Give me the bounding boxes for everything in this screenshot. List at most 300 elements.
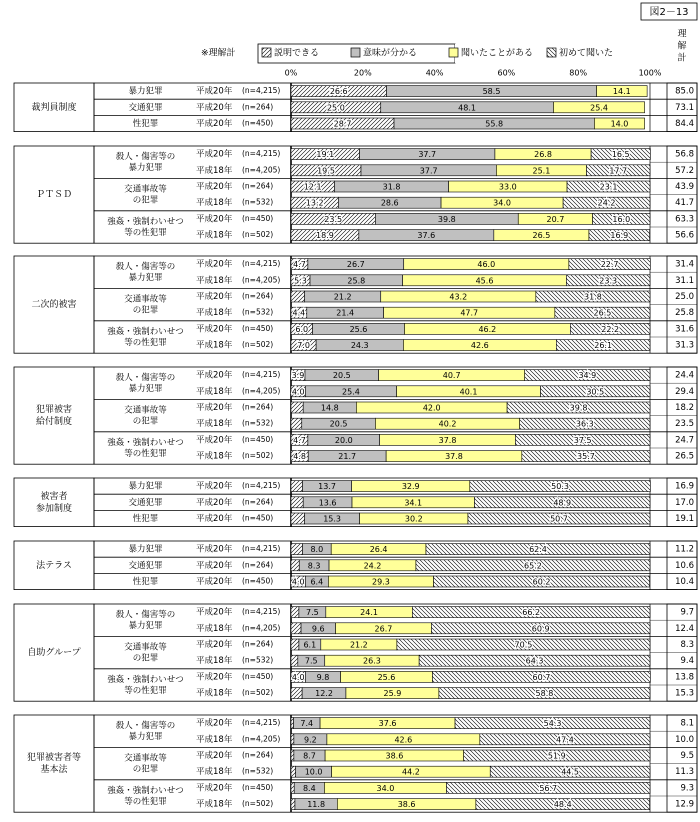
group-label: 交通犯罪 [128, 497, 163, 508]
bar-value-label: 23.5 [324, 214, 343, 224]
row-n: (n=4,205) [242, 165, 281, 175]
section-name: 自助グループ [27, 648, 81, 659]
bar-value-label: 55.8 [485, 119, 504, 129]
row-n: (n=4,215) [242, 149, 281, 159]
bar-value-label: 60.7 [532, 672, 551, 682]
bar-value-label: 30.2 [404, 514, 423, 524]
bar-value-label: 51.9 [547, 751, 566, 761]
bar-value-label: 37.6 [378, 719, 397, 729]
bar-value-label: 50.7 [550, 514, 568, 524]
bar-value-label: 40.1 [459, 387, 478, 397]
bar-value-label: 65.2 [524, 561, 542, 571]
section-name: 裁判員制度 [31, 102, 77, 113]
bar-value-label: 40.2 [438, 419, 457, 429]
row-year: 平成20年 [196, 86, 233, 97]
bar-value-label: 37.8 [438, 435, 457, 445]
bar-value-label: 43.2 [449, 292, 468, 302]
row-year: 平成20年 [196, 182, 233, 192]
row-total: 85.0 [675, 86, 694, 97]
bar-value-label: 25.8 [347, 276, 366, 286]
row-n: (n=264) [242, 639, 274, 649]
row-total: 31.1 [675, 275, 694, 286]
bar-segment [291, 750, 294, 761]
bar-value-label: 21.2 [349, 640, 368, 650]
bar-value-label: 10.0 [304, 767, 323, 777]
bar-value-label: 62.4 [529, 545, 547, 555]
bar-value-label: 64.3 [525, 656, 544, 666]
bar-value-label: 56.7 [539, 783, 558, 793]
bar-value-label: 4.7 [293, 435, 306, 445]
bar-segment [291, 688, 302, 699]
bar-value-label: 30.5 [586, 387, 605, 397]
group-label: 殺人・傷害等の [115, 610, 176, 621]
bar-segment [291, 718, 294, 729]
row-year: 平成20年 [196, 292, 233, 302]
row-n: (n=4,215) [242, 259, 281, 269]
bar-segment [291, 418, 302, 429]
total-header-char: 計 [677, 53, 687, 64]
bar-value-label: 39.8 [437, 214, 456, 224]
bar-value-label: 25.4 [342, 387, 360, 397]
row-n: (n=532) [242, 655, 274, 665]
bar-segment [291, 782, 294, 793]
bar-value-label: 4.7 [293, 260, 306, 270]
row-total: 10.6 [675, 560, 694, 571]
row-total: 17.0 [675, 497, 694, 508]
group-label: 性犯罪 [132, 577, 159, 587]
bar-value-label: 20.5 [332, 371, 351, 381]
bar-value-label: 36.3 [575, 419, 594, 429]
row-n: (n=4,215) [242, 718, 281, 728]
row-total: 9.4 [680, 656, 694, 667]
legend-swatch [449, 48, 458, 57]
bar-value-label: 34.9 [578, 371, 597, 381]
row-total: 24.7 [675, 435, 694, 446]
bar-value-label: 46.2 [478, 324, 497, 334]
figure-label: 図2－13 [649, 7, 689, 18]
row-n: (n=4,215) [242, 607, 281, 617]
bar-value-label: 25.0 [326, 103, 345, 113]
bar-value-label: 18.9 [316, 231, 334, 241]
bar-value-label: 60.2 [532, 577, 551, 587]
row-year: 平成18年 [196, 308, 233, 319]
bar-value-label: 12.1 [303, 182, 322, 192]
bar-value-label: 14.1 [612, 87, 631, 97]
bar-value-label: 32.9 [401, 482, 420, 492]
row-n: (n=502) [242, 688, 274, 698]
bar-value-label: 24.2 [597, 198, 616, 208]
bar-value-label: 22.2 [601, 324, 620, 334]
bar-value-label: 42.0 [422, 403, 441, 413]
row-year: 平成20年 [196, 370, 233, 381]
row-total: 11.2 [675, 544, 694, 555]
row-total: 16.9 [675, 481, 694, 492]
group-label: 性犯罪 [132, 514, 159, 524]
bar-value-label: 6.4 [310, 577, 324, 587]
row-total: 12.9 [675, 799, 694, 810]
bar-segment [291, 639, 299, 650]
bar-value-label: 26.7 [374, 624, 393, 634]
bar-value-label: 17.7 [609, 166, 628, 176]
section-name: 被害者 [40, 491, 68, 502]
bar-value-label: 16.0 [612, 214, 631, 224]
x-tick-label: 0% [284, 68, 298, 78]
legend-swatch [351, 48, 360, 57]
bar-segment [291, 560, 299, 571]
row-year: 平成20年 [196, 640, 233, 650]
bar-value-label: 20.5 [329, 419, 348, 429]
bar-value-label: 7.5 [304, 656, 318, 666]
row-total: 15.3 [675, 688, 694, 699]
x-tick-label: 100% [638, 68, 662, 78]
row-year: 平成20年 [196, 119, 233, 129]
bar-value-label: 13.7 [318, 482, 336, 492]
row-n: (n=264) [242, 750, 274, 760]
bar-value-label: 47.7 [460, 308, 479, 318]
row-total: 10.0 [675, 734, 694, 745]
row-n: (n=502) [242, 340, 274, 350]
section-name: 給付制度 [35, 417, 73, 428]
row-year: 平成18年 [196, 340, 233, 351]
bar-segment [291, 544, 302, 555]
row-total: 57.2 [675, 165, 694, 176]
group-label: の犯罪 [132, 764, 159, 775]
section-frame [94, 604, 697, 701]
row-n: (n=450) [242, 118, 274, 128]
group-label: 強姦・強制わいせつ [107, 786, 184, 796]
bar-value-label: 4.4 [292, 308, 306, 318]
section-name: 二次的被害 [31, 300, 77, 311]
bar-value-label: 25.6 [349, 324, 368, 334]
row-n: (n=264) [242, 402, 274, 412]
row-year: 平成20年 [196, 751, 233, 761]
bar-value-label: 58.8 [535, 689, 554, 699]
bar-value-label: 25.9 [383, 689, 402, 699]
bar-value-label: 12.2 [315, 689, 333, 699]
row-total: 31.4 [675, 259, 694, 270]
section-name: 犯罪被害 [35, 405, 73, 416]
bar-segment [291, 655, 298, 666]
bar-value-label: 8.4 [302, 783, 316, 793]
row-year: 平成20年 [196, 560, 233, 571]
row-total: 9.3 [680, 783, 694, 794]
row-year: 平成20年 [196, 403, 233, 413]
row-n: (n=532) [242, 766, 274, 776]
row-total: 25.0 [675, 292, 694, 302]
bar-value-label: 20.0 [334, 435, 353, 445]
bar-value-label: 20.7 [546, 214, 565, 224]
bar-value-label: 25.6 [377, 672, 396, 682]
bar-value-label: 8.3 [307, 561, 321, 571]
row-year: 平成18年 [196, 198, 233, 209]
section-name: 参加制度 [35, 503, 73, 514]
row-n: (n=4,205) [242, 623, 281, 633]
bar-value-label: 25.4 [590, 103, 608, 113]
row-n: (n=4,205) [242, 734, 281, 744]
row-year: 平成20年 [196, 544, 233, 555]
bar-value-label: 4.0 [291, 672, 305, 682]
bar-value-label: 26.1 [594, 341, 613, 351]
bar-value-label: 16.9 [610, 231, 629, 241]
row-year: 平成18年 [196, 275, 233, 286]
bar-value-label: 15.3 [323, 514, 342, 524]
bar-value-label: 23.1 [599, 182, 618, 192]
row-year: 平成18年 [196, 734, 233, 745]
bar-segment [291, 766, 296, 777]
row-n: (n=4,205) [242, 275, 281, 285]
bar-value-label: 21.2 [333, 292, 352, 302]
row-n: (n=450) [242, 576, 274, 586]
row-year: 平成18年 [196, 688, 233, 699]
group-label: 交通犯罪 [128, 102, 163, 113]
bar-value-label: 46.0 [477, 260, 496, 270]
row-year: 平成18年 [196, 451, 233, 462]
row-n: (n=4,205) [242, 386, 281, 396]
bar-value-label: 7.0 [297, 341, 310, 351]
bar-value-label: 33.0 [498, 182, 517, 192]
section-name: 犯罪被害者等 [26, 753, 82, 764]
group-label: 交通事故等 [124, 294, 167, 305]
row-year: 平成18年 [196, 230, 233, 241]
row-total: 31.6 [675, 324, 694, 335]
row-total: 8.1 [680, 718, 694, 729]
section-name-box [14, 478, 94, 527]
row-year: 平成20年 [196, 607, 233, 618]
section-name-box [14, 367, 94, 464]
row-year: 平成20年 [196, 497, 233, 508]
bar-value-label: 19.5 [317, 166, 335, 176]
group-label: 殺人・傷害等の [115, 262, 176, 273]
row-n: (n=450) [242, 782, 274, 792]
row-total: 73.1 [675, 102, 694, 113]
row-year: 平成18年 [196, 165, 233, 176]
bar-value-label: 47.4 [556, 735, 574, 745]
row-n: (n=450) [242, 434, 274, 444]
bar-value-label: 6.0 [295, 324, 309, 334]
row-year: 平成18年 [196, 419, 233, 430]
bar-value-label: 21.7 [338, 452, 357, 462]
bar-value-label: 37.7 [418, 150, 437, 160]
x-tick-label: 20% [353, 68, 372, 78]
row-year: 平成20年 [196, 783, 233, 794]
group-label: 暴力犯罪 [128, 621, 163, 632]
bar-value-label: 31.8 [584, 292, 602, 302]
bar-value-label: 24.3 [350, 341, 369, 351]
bar-value-label: 4.0 [291, 387, 305, 397]
row-total: 13.8 [675, 672, 694, 683]
group-label: 等の性犯罪 [124, 338, 167, 348]
group-label: の犯罪 [132, 416, 159, 427]
group-label: 殺人・傷害等の [115, 721, 176, 732]
row-n: (n=4,215) [242, 481, 281, 491]
bar-value-label: 26.6 [329, 87, 348, 97]
row-total: 8.3 [680, 640, 694, 650]
row-total: 10.4 [675, 577, 694, 587]
bar-value-label: 45.6 [475, 276, 494, 286]
row-n: (n=264) [242, 497, 274, 507]
row-year: 平成18年 [196, 623, 233, 634]
bar-value-label: 54.3 [543, 719, 562, 729]
row-year: 平成18年 [196, 386, 233, 397]
bar-value-label: 48.9 [553, 498, 572, 508]
bar-value-label: 35.7 [577, 452, 595, 462]
bar-value-label: 9.2 [304, 735, 317, 745]
bar-value-label: 44.5 [561, 767, 580, 777]
row-total: 18.2 [675, 403, 694, 413]
section-name: ＰＴＳＤ [35, 190, 73, 201]
bar-value-label: 9.8 [316, 672, 330, 682]
x-tick-label: 40% [425, 68, 444, 78]
row-year: 平成18年 [196, 767, 233, 778]
group-label: 交通事故等 [124, 753, 167, 764]
bar-value-label: 28.6 [380, 198, 399, 208]
group-label: 暴力犯罪 [128, 86, 163, 97]
row-n: (n=264) [242, 102, 274, 112]
group-label: 等の性犯罪 [124, 449, 167, 459]
bar-value-label: 8.7 [303, 751, 316, 761]
bar-value-label: 60.9 [531, 624, 550, 634]
x-tick-label: 60% [497, 68, 516, 78]
bar-value-label: 37.6 [417, 231, 436, 241]
row-total: 56.8 [675, 149, 694, 160]
row-year: 平成20年 [196, 718, 233, 729]
group-label: 殺人・傷害等の [115, 373, 176, 384]
row-total: 9.5 [680, 751, 694, 761]
row-total: 9.7 [680, 607, 694, 618]
bar-value-label: 7.4 [300, 719, 314, 729]
bar-value-label: 40.7 [442, 371, 461, 381]
row-total: 24.4 [675, 370, 694, 381]
bar-value-label: 34.1 [404, 498, 423, 508]
group-label: 暴力犯罪 [128, 273, 163, 284]
bar-value-label: 70.5 [514, 640, 533, 650]
row-n: (n=532) [242, 418, 274, 428]
bar-value-label: 4.0 [291, 577, 305, 587]
row-total: 25.8 [675, 308, 694, 319]
bar-value-label: 13.2 [305, 198, 324, 208]
row-n: (n=4,215) [242, 544, 281, 554]
bar-value-label: 8.0 [310, 545, 324, 555]
group-label: 強姦・強制わいせつ [107, 217, 184, 227]
group-label: 殺人・傷害等の [115, 152, 176, 163]
section-frame [94, 367, 697, 464]
bar-value-label: 13.6 [318, 498, 337, 508]
bar-value-label: 31.8 [382, 182, 401, 192]
row-year: 平成20年 [196, 481, 233, 492]
bar-value-label: 66.2 [522, 608, 541, 618]
legend-label: 聞いたことがある [461, 48, 534, 59]
total-header-char: 解 [677, 41, 687, 52]
bar-value-label: 4.8 [293, 452, 306, 462]
group-label: 暴力犯罪 [128, 732, 163, 743]
group-label: 強姦・強制わいせつ [107, 327, 184, 337]
bar-segment [291, 513, 305, 524]
row-total: 26.5 [675, 451, 694, 462]
bar-value-label: 11.8 [307, 800, 326, 810]
row-n: (n=450) [242, 213, 274, 223]
group-label: の犯罪 [132, 195, 159, 206]
section-name-box [14, 715, 94, 812]
group-label: 強姦・強制わいせつ [107, 438, 184, 448]
row-n: (n=4,215) [242, 86, 281, 96]
row-year: 平成20年 [196, 514, 233, 524]
legend-swatch [547, 48, 556, 57]
group-label: 暴力犯罪 [128, 481, 163, 492]
row-total: 63.3 [675, 214, 694, 225]
bar-value-label: 6.1 [303, 640, 317, 650]
bar-value-label: 26.5 [532, 231, 551, 241]
legend-swatch [262, 48, 271, 57]
row-total: 84.4 [675, 119, 694, 129]
group-label: 等の性犯罪 [124, 797, 167, 807]
row-n: (n=4,215) [242, 370, 281, 380]
bar-value-label: 48.1 [458, 103, 476, 113]
bar-value-label: 26.3 [363, 656, 381, 666]
bar-value-label: 29.3 [372, 577, 390, 587]
group-label: 暴力犯罪 [128, 163, 163, 174]
group-label: 暴力犯罪 [128, 544, 163, 555]
bar-value-label: 23.3 [599, 276, 618, 286]
group-label: の犯罪 [132, 305, 159, 316]
row-year: 平成20年 [196, 672, 233, 683]
bar-value-label: 26.8 [534, 150, 552, 160]
bar-segment [291, 402, 303, 413]
bar-value-label: 44.2 [401, 767, 420, 777]
bar-value-label: 25.1 [532, 166, 551, 176]
row-year: 平成20年 [196, 324, 233, 335]
group-label: 暴力犯罪 [128, 384, 163, 395]
bar-value-label: 37.7 [419, 166, 438, 176]
group-label: 交通事故等 [124, 405, 167, 416]
bar-value-label: 42.6 [394, 735, 413, 745]
row-year: 平成18年 [196, 656, 233, 667]
row-n: (n=264) [242, 181, 274, 191]
row-total: 12.4 [675, 623, 694, 634]
bar-value-label: 26.7 [346, 260, 365, 270]
row-year: 平成18年 [196, 799, 233, 810]
group-label: 性犯罪 [132, 119, 159, 129]
bar-value-label: 48.4 [553, 800, 572, 810]
group-label: 交通犯罪 [128, 560, 163, 571]
row-total: 43.9 [675, 182, 694, 192]
bar-segment [291, 497, 303, 508]
bar-segment [291, 734, 294, 745]
row-total: 31.3 [675, 340, 694, 351]
bar-value-label: 21.4 [336, 308, 355, 318]
bar-value-label: 42.6 [470, 341, 489, 351]
section-name: 法テラス [36, 560, 72, 571]
bar-value-label: 38.6 [397, 800, 416, 810]
group-label: 交通事故等 [124, 642, 167, 653]
legend-label: 意味が分かる [363, 48, 418, 59]
group-label: 交通事故等 [124, 184, 167, 195]
row-n: (n=502) [242, 451, 274, 461]
bar-value-label: 58.5 [482, 87, 501, 97]
bar-value-label: 22.7 [600, 260, 619, 270]
bar-value-label: 7.5 [305, 608, 319, 618]
bar-value-label: 26.5 [593, 308, 612, 318]
row-year: 平成20年 [196, 214, 233, 225]
bar-segment [291, 607, 299, 618]
bar-value-label: 5.3 [294, 276, 307, 286]
bar-value-label: 3.9 [291, 371, 305, 381]
bar-value-label: 38.6 [385, 751, 404, 761]
row-total: 11.3 [675, 767, 694, 778]
bar-value-label: 16.5 [611, 150, 630, 160]
bar-value-label: 14.0 [610, 119, 629, 129]
row-n: (n=502) [242, 230, 274, 240]
section-name: 基本法 [40, 765, 68, 776]
